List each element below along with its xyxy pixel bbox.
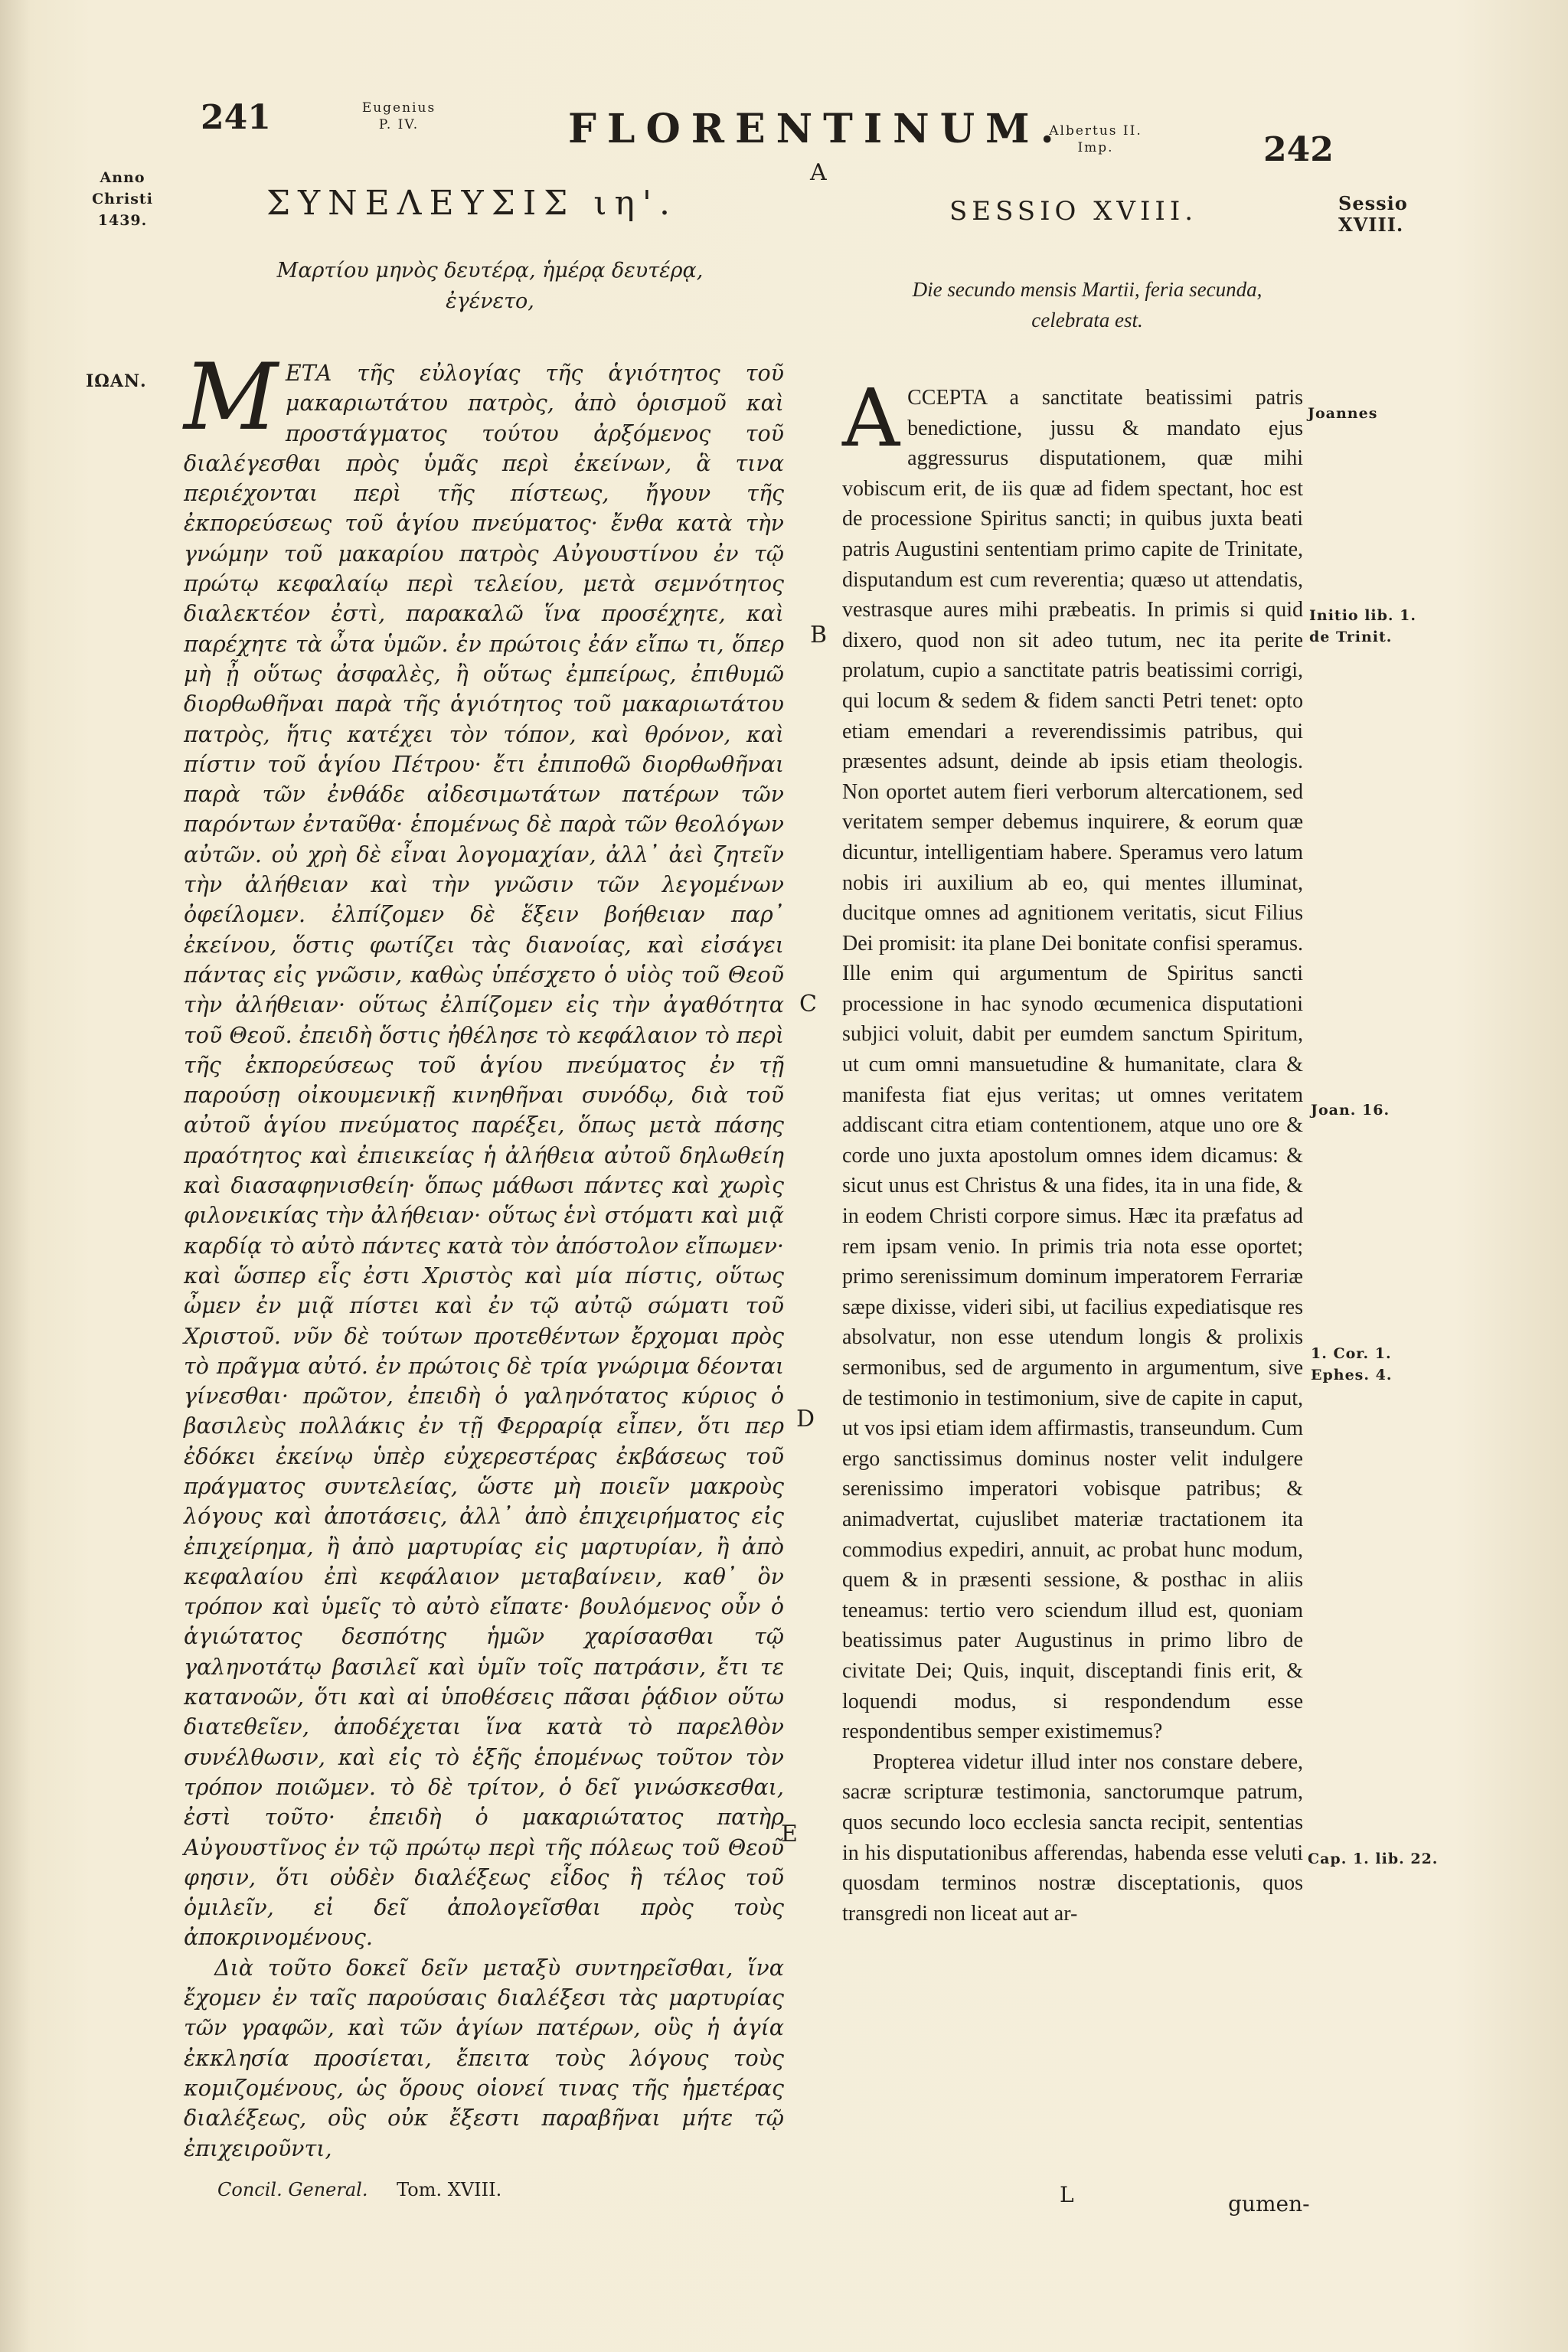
greek-session-heading: ΣΥΝΕΛΕΥΣΙΣ ιη'. <box>266 184 678 223</box>
sessio-line: Sessio <box>1338 192 1408 214</box>
subheading-line: celebrata est. <box>1031 309 1143 332</box>
latin-date-subheading <box>873 274 1302 335</box>
greek-paragraph-1 <box>184 345 784 1953</box>
emperor-label <box>1038 122 1153 156</box>
sessio-number: XVIII. <box>1338 214 1404 236</box>
latin-paragraph-1-text: CCEPTA a sanctitate beatissimi patris benedictione, jussu & mandato ejus aggressurus disputationem, quæ mihi vobiscum erit, de iis quæ ad fidem spectant, hoc est de processione Spiritus sancti; in quibus juxta beati patris Augustini sententiam primo capite de Trinitate, disputandum est cum reverentia; quæso ut attendatis, vestrasque aures mihi præbeatis. In primis si quid dixero, quod non sit adeo tutum, nec ita perite prolatum, cupio a sanctitate patris beatissimi corrigi, qui locum & sedem & fidem sancti Petri tenet: opto etiam emendari a reverendissimis patribus, qui præsentes adsunt, deinde ab ipsis etiam theologis. Non oportet autem fieri verborum altercationem, sed veritatem semper debemus inquirere, & eorum quæ dicuntur, intelligentiam habere. Speramus vero latum nobis iri auxilium ab eo, qui mentes illuminat, ducitque omnes ad agnitionem veritatis, sicut Filius Dei promisit: ita plane Dei bonitate confisi speramus. Ille enim qui argumentum de Spiritus sancti processione in hac synodo œcumenica disputationi subjici voluit, dabit per eumdem sanctum Spiritum, ut cum omni mansuetudine & humanitate, clara & manifesta fiat ejus veritas; ut omnes veritatem addiscant citra etiam contentionem, atque uno ore & corde uno juxta apostolum omnes idem dicamus: & sicut unus est Christus & una fides, ita in una fide, & in eodem Christi corpore simus. Hæc ita præfatus ad rem ipsam venio. In primis tria nota esse oportet; primo serenissimum dominum imperatorem Ferrariæ sæpe dixisse, videri sibi, ut facilius expediatisque res absolvatur, non esse utendum longis & prolixis sermonibus, sed de argumento in argumentum, sive de testimonio in testimonium, sive de capite in caput, ut vos ipsi etiam idem affirmastis, transeundum. Cum ergo sanctissimus dominus noster velit indulgere serenissimo imperatori vobisque patribus; & animadvertat, cujuslibet materiæ tractationem ita commodius expediri, annuit, ac probat hunc modum, quem & in præsenti sessione, & posthac in aliis teneamus: tertio vero sciendum illud est, quoniam beatissimus pater Augustinus in primo libro de civitate Dei; Quis, inquit, disceptandi finis erit, & loquendi modus, si respondendum esse respondentibus semper existimemus? <box>842 386 1303 1744</box>
greek-speaker-note: ΙΩΑΝ. <box>86 371 147 391</box>
latin-paragraph-1 <box>842 371 1303 1747</box>
city-of-god-reference-note: Cap. 1. lib. 22. <box>1308 1851 1439 1867</box>
pope-name: Eugenius <box>361 100 436 116</box>
anno-line: Anno <box>100 169 145 186</box>
emperor-name: Albertus II. <box>1049 123 1142 139</box>
note-line: Ephes. 4. <box>1311 1367 1393 1383</box>
note-line: 1. Cor. 1. <box>1311 1345 1392 1362</box>
tome-number: Tom. XVIII. <box>397 2179 502 2200</box>
corinthians-reference-note <box>1311 1343 1392 1386</box>
note-line: de Trinit. <box>1309 629 1393 645</box>
latin-dropcap: A <box>842 371 900 465</box>
running-title: FLORENTINUM. <box>568 106 1065 152</box>
greek-column <box>184 345 784 2164</box>
john-reference-note: Joan. 16. <box>1311 1102 1390 1119</box>
sessio-note <box>1338 193 1408 236</box>
greek-date-subheading: Μαρτίου μηνὸς δευτέρᾳ, ἡμέρᾳ δευτέρᾳ, ἐγένετο, <box>276 259 704 313</box>
latin-session-heading: SESSIO XVIII. <box>949 196 1198 227</box>
page-number-right: 242 <box>1263 130 1334 169</box>
anno-christi-note <box>84 167 161 231</box>
greek-dropcap: Μ <box>184 345 278 451</box>
greek-paragraph-2: Διὰ τοῦτο δοκεῖ δεῖν μεταξὺ συντηρεῖσθαι, ἵνα ἔχομεν ἐν ταῖς παρούσαις διαλέξεσι τὰς μαρτυρίας τῶν γραφῶν, καὶ τῶν ἁγίων πατέρων, οὓς ἡ ἁγία ἐκκλησία προσίεται, ἔπειτα τοὺς λόγους τοὺς κομιζομένους, ὡς ὅρους οἱονεί τινας τῆς ἡμετέρας διαλέξεως, οὓς οὐκ ἔξεστι παραβῆναι μήτε τῷ ἐπιχειροῦντι, <box>184 1955 784 2161</box>
year-line: 1439. <box>97 212 148 229</box>
augustine-reference-note <box>1309 605 1416 648</box>
section-letter-b: B <box>810 622 828 648</box>
latin-column <box>842 371 1303 1929</box>
latin-paragraph-2: Propterea videtur illud inter nos constare debere, sacræ scripturæ testimonia, sanctorumque patrum, quos secundo loco ecclesia sancta recipit, sententias in his disputationibus afferendas, habenda esse veluti quosdam terminos nostræ disceptationis, quos transgredi non liceat aut ar- <box>842 1749 1303 1926</box>
section-letter-d: D <box>796 1406 815 1432</box>
greek-paragraph-1-text: ΕΤΑ τῆς εὐλογίας τῆς ἁγιότητος τοῦ μακαριωτάτου πατρὸς, ἀπὸ ὁρισμοῦ καὶ προστάγματος τούτου ἀρξόμενος τοῦ διαλέγεσθαι πρὸς ὑμᾶς περὶ ἐκείνων, ἃ τινα περιέχονται περὶ τῆς πίστεως, ἤγουν τῆς ἐκπορεύσεως τοῦ ἁγίου πνεύματος· ἔνθα κατὰ τὴν γνώμην τοῦ μακαρίου πατρὸς Αὐγουστίνου ἐν τῷ πρώτῳ κεφαλαίῳ περὶ τελείου, μετὰ σεμνότητος διαλεκτέον ἐστὶ, παρακαλῶ ἵνα προσέχητε, καὶ παρέχητε τὰ ὦτα ὑμῶν. ἐν πρώτοις ἐάν εἴπω τι, ὅπερ μὴ ᾖ οὕτως ἀσφαλὲς, ἢ οὕτως ἐμπείρως, ἐπιθυμῶ διορθωθῆναι παρὰ τῆς ἁγιότητος τοῦ μακαριωτάτου πατρὸς, ἥτις κατέχει τὸν τόπον, καὶ θρόνον, καὶ πίστιν τοῦ ἁγίου Πέτρου· ἔτι ἐπιποθῶ διορθωθῆναι παρὰ τῶν ἐνθάδε αἰδεσιμωτάτων πατέρων τῶν παρόντων ἐνταῦθα· ἑπομένως δὲ παρὰ τῶν θεολόγων αὐτῶν. οὐ χρὴ δὲ εἶναι λογομαχίαν, ἀλλ᾽ ἀεὶ ζητεῖν τὴν ἀλήθειαν καὶ τὴν γνῶσιν τῶν λεγομένων ὀφείλομεν. ἐλπίζομεν δὲ ἕξειν βοήθειαν παρ᾽ ἐκείνου, ὅστις φωτίζει τὰς διανοίας, καὶ εἰσάγει πάντας εἰς γνῶσιν, καθὼς ὑπέσχετο ὁ υἱὸς τοῦ Θεοῦ τὴν ἀλήθειαν· οὕτως ἐλπίζομεν εἰς τὴν ἀγαθότητα τοῦ Θεοῦ. ἐπειδὴ ὅστις ἠθέλησε τὸ κεφάλαιον τὸ περὶ τῆς ἐκπορεύσεως τοῦ ἁγίου πνεύματος ἐν τῇ παρούσῃ οἰκουμενικῇ κινηθῆναι συνόδῳ, διὰ τοῦ αὐτοῦ ἁγίου πνεύματος παρέξει, ὅπως μετὰ πάσης πραότητος καὶ ἐπιεικείας ἡ ἀλήθεια αὐτοῦ δηλωθείη καὶ διασαφηνισθείη· ὅπως μάθωσι πάντες καὶ χωρὶς φιλονεικίας τὴν ἀλήθειαν· οὕτως ἑνὶ στόματι καὶ μιᾷ καρδίᾳ τὸ αὐτὸ πάντες κατὰ τὸν ἀπόστολον εἴπωμεν· καὶ ὥσπερ εἷς ἐστι Χριστὸς καὶ μία πίστις, οὕτως ὦμεν ἐν μιᾷ πίστει καὶ ἐν τῷ αὐτῷ σώματι τοῦ Χριστοῦ. νῦν δὲ τούτων προτεθέντων ἔρχομαι πρὸς τὸ πρᾶγμα αὐτό. ἐν πρώτοις δὲ τρία γνώριμα δέονται γίνεσθαι· πρῶτον, ἐπειδὴ ὁ γαληνότατος κύριος ὁ βασιλεὺς πολλάκις ἐν τῇ Φερραρίᾳ εἶπεν, ὅτι περ ἐδόκει ἐκείνῳ ὑπὲρ εὐχερεστέρας ἐκβάσεως τοῦ πράγματος συντελείας, ὥστε μὴ ποιεῖν μακροὺς λόγους καὶ ἀποτάσεις, ἀλλ᾽ ἀπὸ ἐπιχειρήματος εἰς ἐπιχείρημα, ἢ ἀπὸ μαρτυρίας εἰς μαρτυρίαν, ἢ ἀπὸ κεφαλαίου ἐπὶ κεφάλαιον μεταβαίνειν, καθ᾽ ὃν τρόπον καὶ ὑμεῖς τὸ αὐτὸ εἴπατε· βουλόμενος οὖν ὁ ἁγιώτατος δεσπότης ἡμῶν χαρίσασθαι τῷ γαληνοτάτῳ βασιλεῖ καὶ ὑμῖν τοῖς πατράσιν, ἔτι τε κατανοῶν, ὅτι καὶ αἱ ὑποθέσεις πᾶσαι ῥᾴδιον οὕτω διατεθεῖεν, ἀποδέχεται ἵνα κατὰ τὸ παρελθὸν συνέλθωσιν, καὶ εἰς τὸ ἑξῆς ἑπομένως τοῦτον τὸν τρόπον ποιῶμεν. τὸ δὲ τρίτον, ὁ δεῖ γινώσκεσθαι, ἐστὶ τοῦτο· ἐπειδὴ ὁ μακαριώτατος πατὴρ Αὐγουστῖνος ἐν τῷ πρώτῳ περὶ τῆς πόλεως τοῦ Θεοῦ φησιν, ὅτι οὐδὲν διαλέξεως εἶδος ἢ τέλος τοῦ ὁμιλεῖν, εἰ δεῖ ἀπολογεῖσθαι πρὸς τοὺς ἀποκρινομένους. <box>184 361 784 1951</box>
emperor-title: Imp. <box>1077 140 1114 155</box>
section-letter-e: E <box>781 1821 798 1847</box>
subheading-line: Die secundo mensis Martii, feria secunda, <box>912 278 1263 301</box>
page-number-left: 241 <box>201 98 271 137</box>
pope-number: P. IV. <box>378 117 420 132</box>
signature-mark: L <box>1060 2182 1074 2207</box>
pope-label <box>357 100 441 133</box>
volume-signature <box>217 2179 501 2200</box>
catchword: gumen- <box>1228 2191 1310 2216</box>
signature-title: Concil. General. <box>217 2179 368 2200</box>
latin-speaker-note: Joannes <box>1308 405 1378 422</box>
section-letter-c: C <box>799 991 817 1018</box>
note-line: Initio lib. 1. <box>1309 607 1416 624</box>
section-letter-a: A <box>810 159 827 186</box>
christi-line: Christi <box>92 191 153 207</box>
